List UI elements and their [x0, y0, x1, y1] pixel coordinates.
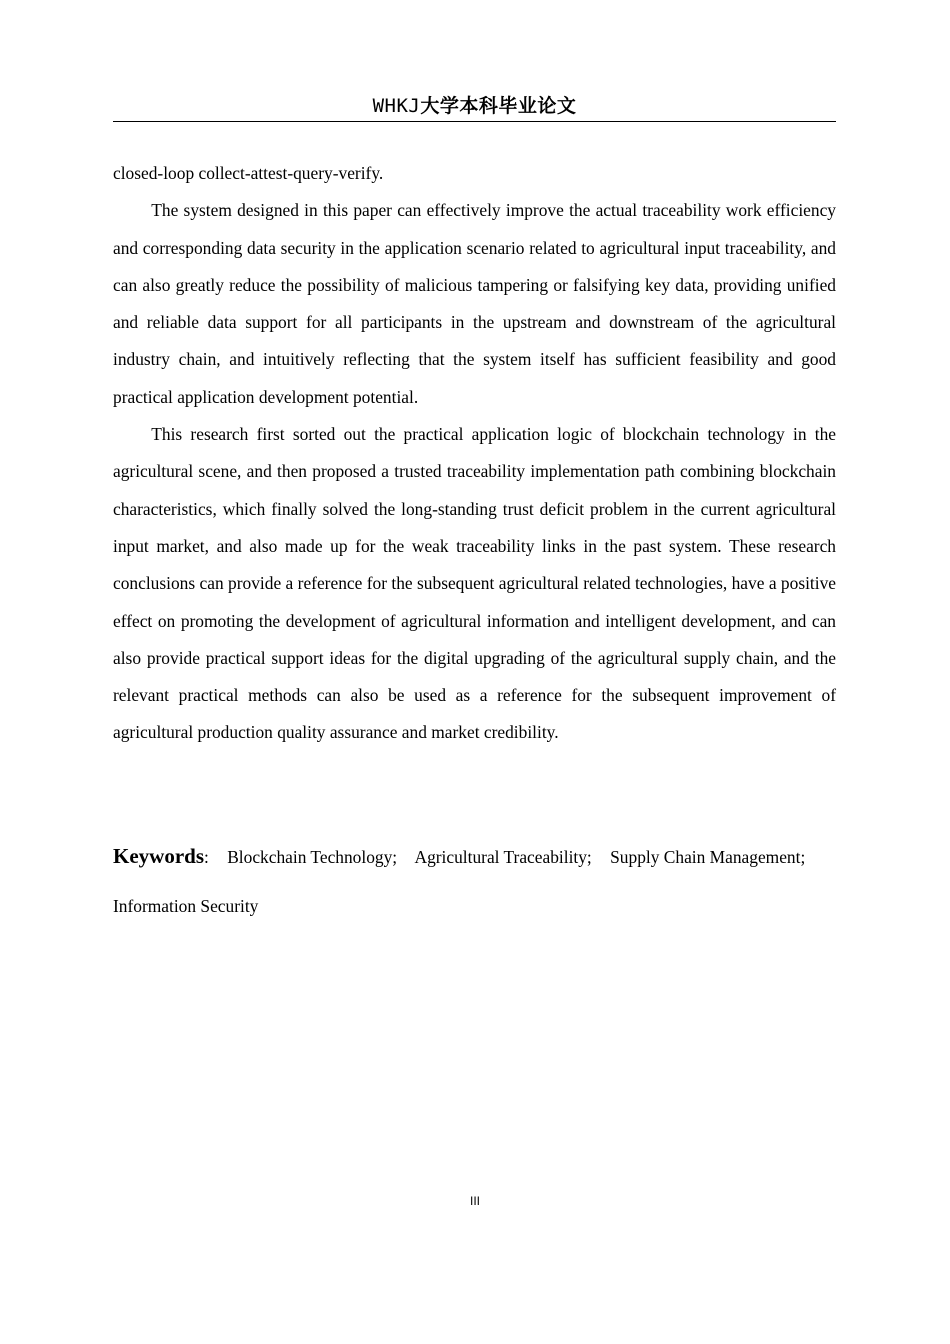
- keyword-item: Information Security: [113, 896, 259, 916]
- header-title-cjk: 大学本科毕业论文: [420, 95, 577, 117]
- keywords-section: [113, 832, 836, 931]
- keyword-item: Agricultural Traceability;: [414, 847, 592, 867]
- header-title-latin: WHKJ: [372, 95, 421, 117]
- page-header: [113, 92, 836, 122]
- keywords-label: Keywords: [113, 844, 204, 868]
- paragraph-continued: closed-loop collect-attest-query-verify.: [113, 163, 384, 183]
- abstract-body: [113, 155, 836, 752]
- page-number: III: [469, 1194, 480, 1208]
- paragraph-system-design: The system designed in this paper can effectively improve the actual traceability work efficiency and corresponding data security in the application scenario related to agricultural input traceability, and can also greatly reduce the possibility of malicious tampering or falsifying key data, providing unified and reliable data support for all participants in the upstream and downstream of the agricultural industry chain, and intuitively reflecting that the system itself has sufficient feasibility and good practical application development potential.: [113, 200, 836, 407]
- keyword-item: Blockchain Technology;: [227, 847, 398, 867]
- keyword-item: Supply Chain Management;: [610, 847, 806, 867]
- keywords-colon: :: [204, 847, 209, 867]
- header-title: [373, 95, 577, 117]
- paragraph-research-summary: This research first sorted out the practical application logic of blockchain technology in the agricultural scene, and then proposed a trusted traceability implementation path combining blockchain characteristics, which finally solved the long-standing trust deficit problem in the current agricultural input market, and also made up for the weak traceability links in the past system. These research conclusions can provide a reference for the subsequent agricultural related technologies, have a positive effect on promoting the development of agricultural information and intelligent development, and can also provide practical support ideas for the digital upgrading of the agricultural supply chain, and the relevant practical methods can also be used as a reference for the subsequent improvement of agricultural production quality assurance and market credibility.: [113, 424, 836, 743]
